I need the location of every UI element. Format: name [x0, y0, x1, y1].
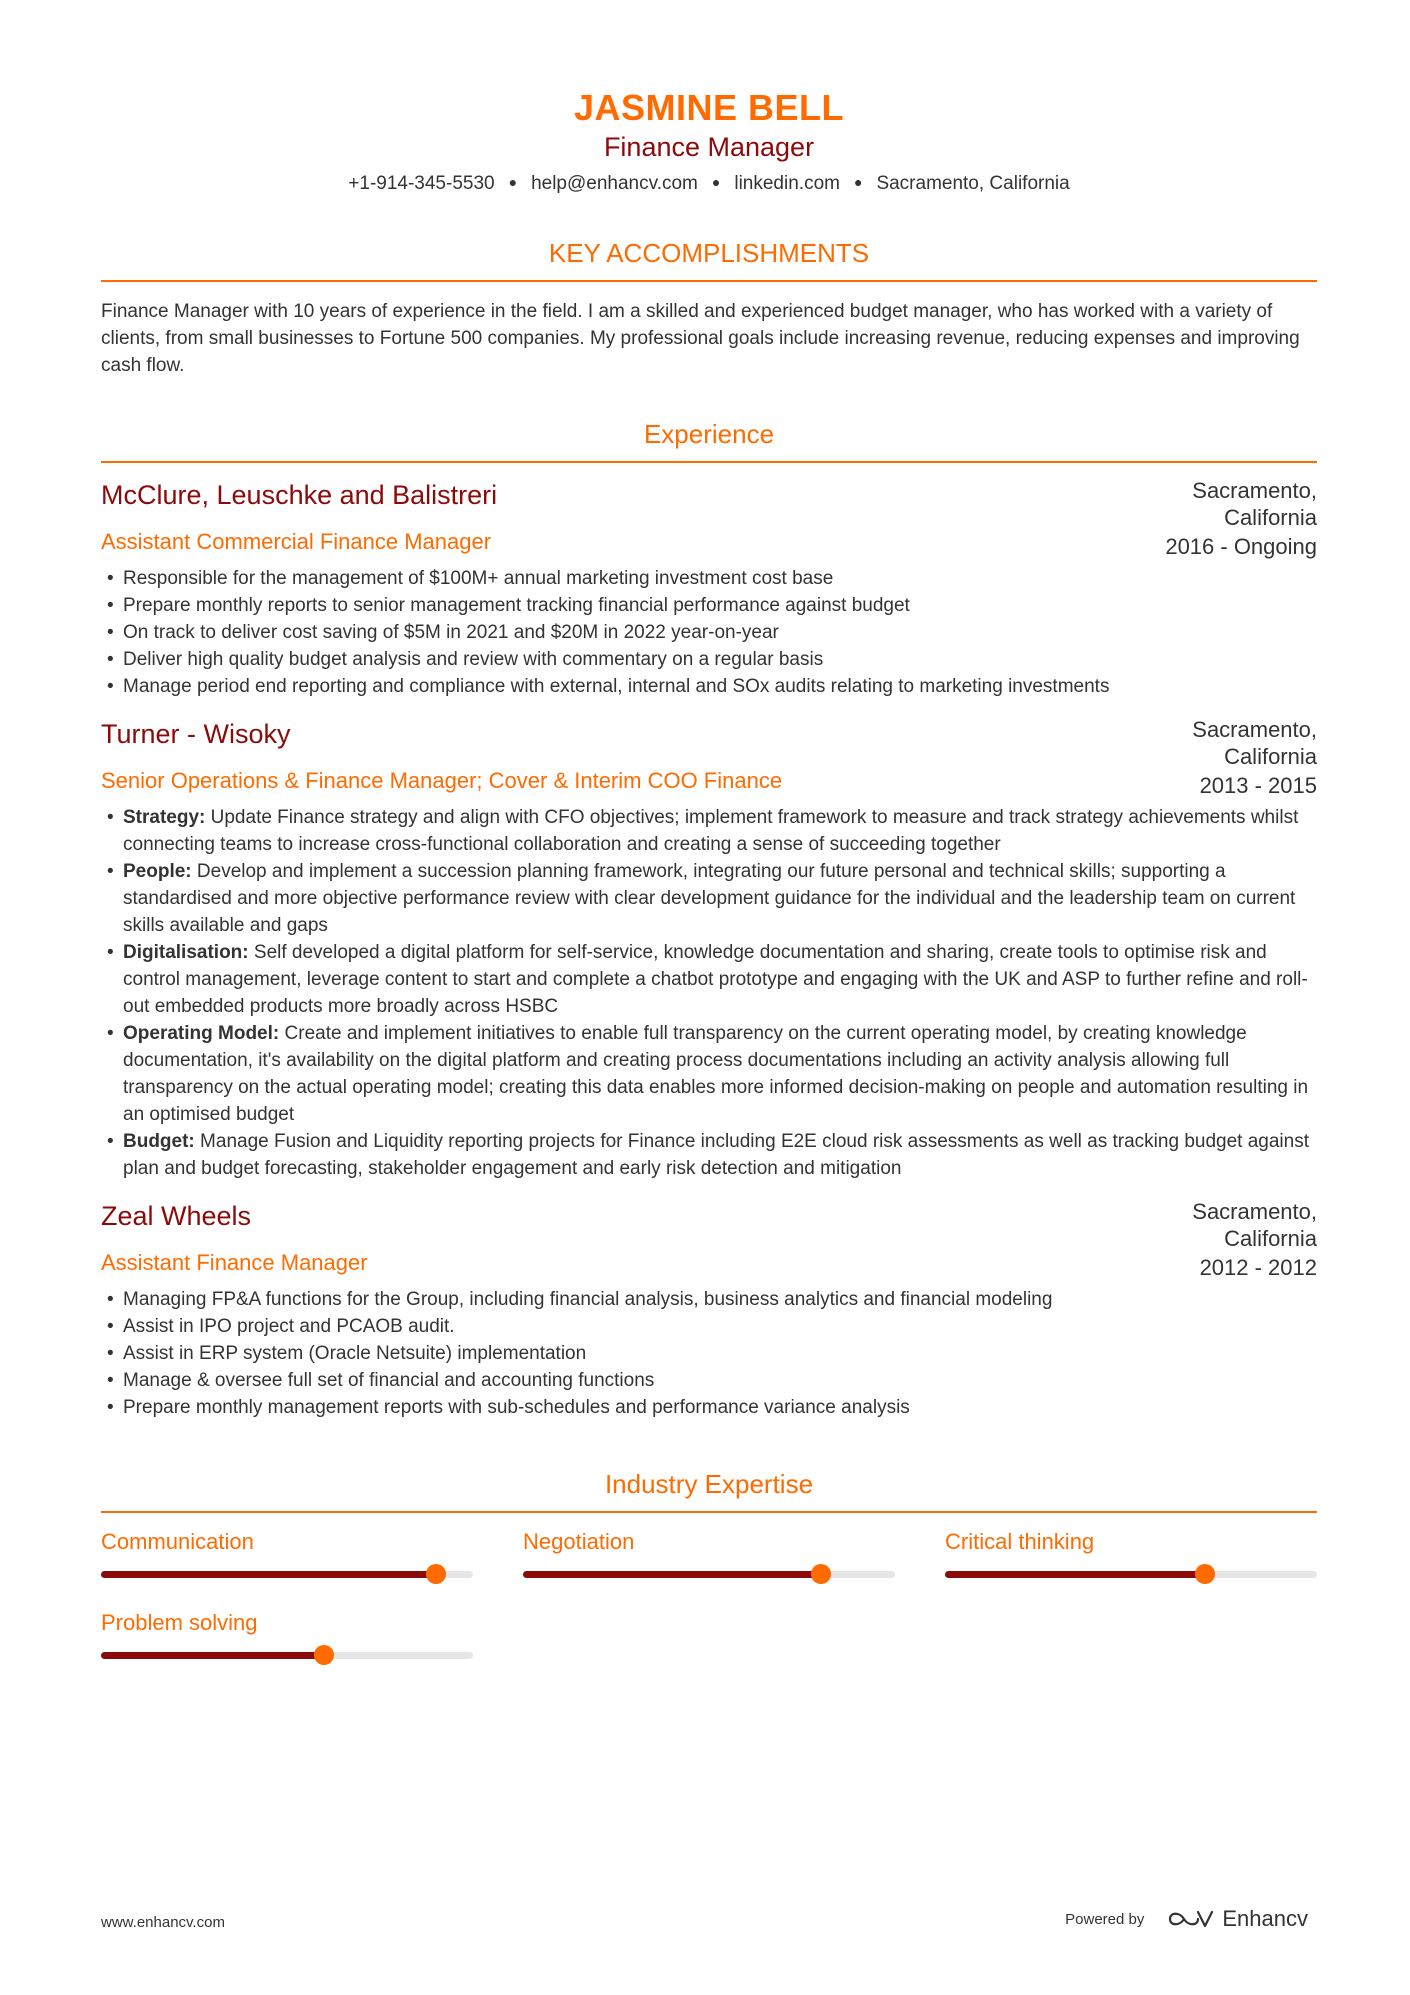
job-bullet — [123, 939, 1317, 1020]
bullet-text: Responsible for the management of $100M+ annual marketing investment cost base — [123, 568, 834, 589]
section-title-experience: Experience — [101, 417, 1317, 463]
skill-level-knob — [314, 1645, 334, 1665]
bullet-text: On track to deliver cost saving of $5M in 2021 and $20M in 2022 year-on-year — [123, 622, 779, 643]
section-title-accomplishments: KEY ACCOMPLISHMENTS — [101, 236, 1317, 282]
bullet-text: Update Finance strategy and align with CFO objectives; implement framework to measure and track strategy achievements whilst connecting teams to increase cross-functional collaboration and creating a sense of succeeding together — [123, 807, 1299, 855]
skill-level-knob — [1195, 1564, 1215, 1584]
email[interactable]: help@enhancv.com — [531, 173, 698, 194]
job-company: Turner - Wisoky — [101, 719, 291, 749]
job-bullet — [123, 646, 1317, 673]
job-entry — [101, 1198, 1317, 1421]
skill-level-fill — [101, 1652, 324, 1659]
job-bullet — [123, 619, 1317, 646]
skill-level-track — [101, 1652, 473, 1659]
bullet-label: Strategy: — [123, 807, 206, 828]
skill-name: Problem solving — [101, 1610, 258, 1635]
job-company: McClure, Leuschke and Balistreri — [101, 480, 498, 510]
skill-level-track — [945, 1571, 1317, 1578]
job-role: Senior Operations & Finance Manager; Cover & Interim COO Finance — [101, 768, 783, 793]
job-dates: 2012 - 2012 — [1199, 1255, 1317, 1280]
job-bullet — [123, 1394, 1317, 1421]
job-bullet — [123, 1313, 1317, 1340]
bullet-text: Manage & oversee full set of financial and accounting functions — [123, 1370, 655, 1391]
job-bullet — [123, 1340, 1317, 1367]
location: Sacramento, California — [876, 173, 1070, 194]
job-dates: 2013 - 2015 — [1199, 773, 1317, 798]
linkedin[interactable]: linkedin.com — [734, 173, 840, 194]
job-bullets — [101, 1286, 1317, 1421]
bullet-separator: ● — [711, 174, 721, 190]
skill-level-knob — [426, 1564, 446, 1584]
job-location-line1: Sacramento, — [1192, 478, 1317, 503]
skill-item — [101, 1527, 473, 1578]
skills-grid — [101, 1527, 1317, 1689]
skill-name: Communication — [101, 1529, 254, 1554]
bullet-text: Managing FP&A functions for the Group, including financial analysis, business analytics and financial modeling — [123, 1289, 1053, 1310]
footer-website[interactable]: www.enhancv.com — [101, 1914, 225, 1931]
job-bullet — [123, 592, 1317, 619]
brand-name: Enhancv — [1222, 1906, 1308, 1931]
job-location-line2: California — [1224, 1226, 1317, 1251]
job-role: Assistant Commercial Finance Manager — [101, 529, 492, 554]
accomplishments-summary: Finance Manager with 10 years of experience in the field. I am a skilled and experienced budget manager, who has worked with a variety of clients, from small businesses to Fortune 500 companies. My professional goals include increasing revenue, reducing expenses and improving cash flow. — [101, 301, 1300, 376]
job-bullet — [123, 565, 1317, 592]
bullet-text: Prepare monthly reports to senior management tracking financial performance against budget — [123, 595, 910, 616]
bullet-separator: ● — [853, 174, 863, 190]
skill-level-track — [101, 1571, 473, 1578]
skill-item — [523, 1527, 895, 1578]
phone[interactable]: +1-914-345-5530 — [348, 173, 495, 194]
bullet-text: Assist in IPO project and PCAOB audit. — [123, 1316, 455, 1337]
job-bullet — [123, 858, 1317, 939]
job-bullets — [101, 804, 1317, 1182]
job-entry — [101, 716, 1317, 1182]
footer-branding — [1065, 1906, 1308, 1932]
bullet-text: Assist in ERP system (Oracle Netsuite) implementation — [123, 1343, 587, 1364]
candidate-name: JASMINE BELL — [573, 87, 845, 128]
job-location-line1: Sacramento, — [1192, 1199, 1317, 1224]
section-title-expertise: Industry Expertise — [101, 1467, 1317, 1513]
skill-name: Critical thinking — [945, 1529, 1095, 1554]
job-entry — [101, 477, 1317, 700]
job-bullet — [123, 673, 1317, 700]
job-bullet — [123, 804, 1317, 858]
skill-item — [101, 1608, 473, 1659]
skill-level-knob — [811, 1564, 831, 1584]
job-bullet — [123, 1367, 1317, 1394]
bullet-text: Prepare monthly management reports with sub-schedules and performance variance analysis — [123, 1397, 910, 1418]
job-meta — [1192, 1198, 1317, 1281]
skill-level-fill — [945, 1571, 1205, 1578]
skill-item — [945, 1527, 1317, 1578]
skill-level-fill — [523, 1571, 821, 1578]
skill-name: Negotiation — [523, 1529, 635, 1554]
powered-by-label: Powered by — [1065, 1910, 1145, 1928]
job-bullet — [123, 1128, 1317, 1182]
job-location-line1: Sacramento, — [1192, 717, 1317, 742]
job-role: Assistant Finance Manager — [101, 1250, 368, 1275]
bullet-text: Create and implement initiatives to enable full transparency on the current operating model, by creating knowledge documentation, it's availability on the digital platform and creating process documentations including an activity analysis allowing full transparency on the actual operating model; creating this data enables more informed decision-making on people and automation resulting in an optimised budget — [123, 1023, 1309, 1125]
contact-line — [101, 168, 1317, 198]
bullet-label: Digitalisation: — [123, 942, 249, 963]
skill-level-fill — [101, 1571, 436, 1578]
job-meta — [1192, 716, 1317, 799]
job-company: Zeal Wheels — [101, 1201, 252, 1231]
job-bullet — [123, 1020, 1317, 1128]
bullet-text: Develop and implement a succession planning framework, integrating our future personal and technical skills; supporting a standardised and more objective performance review with clear development guidance for the individual and the leadership team on current skills available and gaps — [123, 861, 1296, 936]
bullet-text: Self developed a digital platform for self-service, knowledge documentation and sharing, create tools to optimise risk and control management, leverage content to start and complete a chatbot prototype and engaging with the UK and ASP to further refine and roll-out embedded products more broadly across HSBC — [123, 942, 1308, 1017]
enhancv-logo-icon — [1168, 1908, 1214, 1930]
job-dates: 2016 - Ongoing — [1165, 534, 1317, 559]
job-location-line2: California — [1224, 505, 1317, 530]
bullet-text: Manage period end reporting and compliance with external, internal and SOx audits relating to marketing investments — [123, 676, 1110, 697]
bullet-label: Budget: — [123, 1131, 195, 1152]
job-bullets — [101, 565, 1317, 700]
job-meta — [1165, 477, 1317, 560]
bullet-separator: ● — [508, 174, 518, 190]
candidate-title: Finance Manager — [603, 132, 815, 162]
resume-page — [101, 0, 1317, 1689]
bullet-text: Deliver high quality budget analysis and review with commentary on a regular basis — [123, 649, 824, 670]
bullet-label: Operating Model: — [123, 1023, 280, 1044]
skill-level-track — [523, 1571, 895, 1578]
enhancv-logo[interactable] — [1168, 1906, 1308, 1932]
bullet-text: Manage Fusion and Liquidity reporting projects for Finance including E2E cloud risk assessments as well as tracking budget against plan and budget forecasting, stakeholder engagement and early risk detection and mitigation — [123, 1131, 1309, 1179]
experience-list — [101, 477, 1317, 1421]
job-location-line2: California — [1224, 744, 1317, 769]
job-bullet — [123, 1286, 1317, 1313]
bullet-label: People: — [123, 861, 192, 882]
